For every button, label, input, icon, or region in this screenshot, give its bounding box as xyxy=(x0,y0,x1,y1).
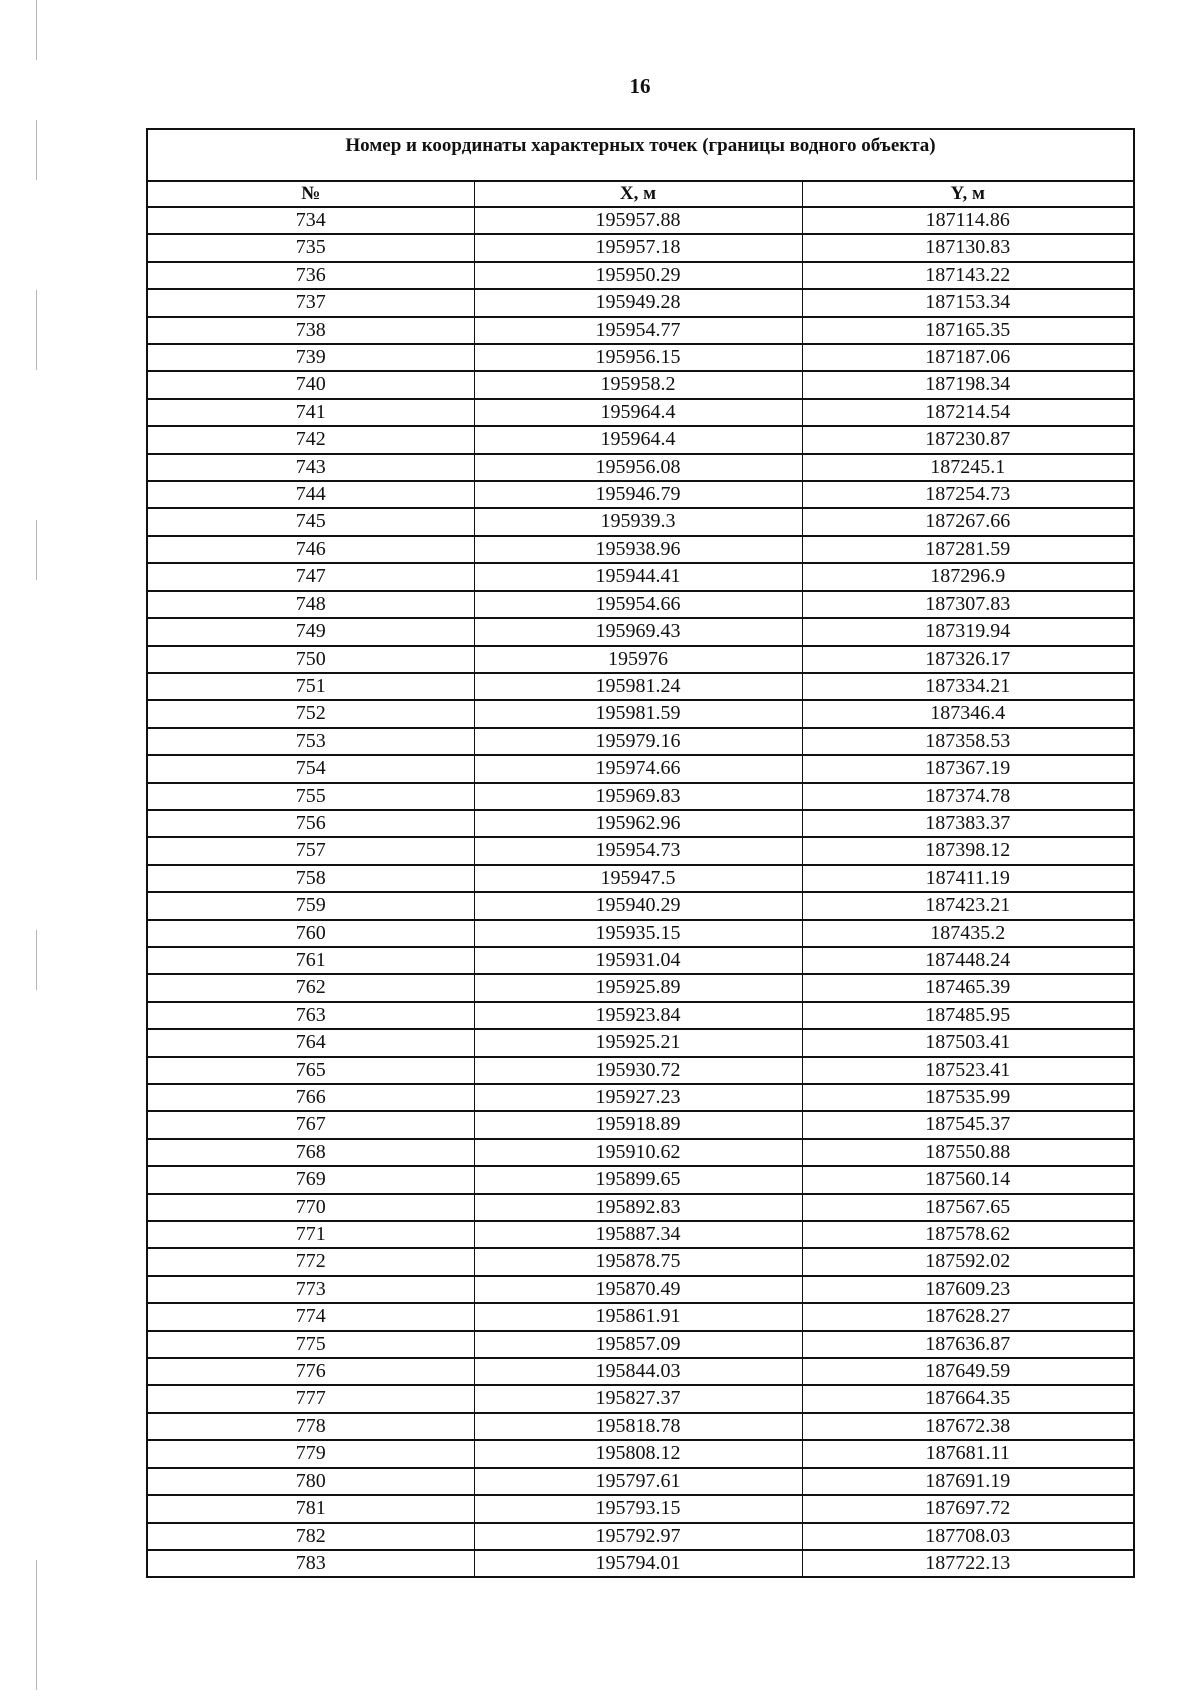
x-coordinate-cell: 195925.21 xyxy=(474,1029,802,1056)
coordinates-table xyxy=(146,128,1135,1578)
table-row xyxy=(147,481,1134,508)
x-coordinate-cell: 195981.24 xyxy=(474,673,802,700)
point-number-cell: 736 xyxy=(147,262,474,289)
point-number-cell: 774 xyxy=(147,1303,474,1330)
y-coordinate-cell: 187114.86 xyxy=(802,207,1134,234)
point-number-cell: 772 xyxy=(147,1248,474,1275)
x-coordinate-cell: 195946.79 xyxy=(474,481,802,508)
y-coordinate-cell: 187267.66 xyxy=(802,508,1134,535)
table-row xyxy=(147,865,1134,892)
scan-margin-mark xyxy=(36,120,37,180)
y-coordinate-cell: 187153.34 xyxy=(802,289,1134,316)
x-coordinate-cell: 195797.61 xyxy=(474,1468,802,1495)
table-row xyxy=(147,673,1134,700)
x-coordinate-cell: 195923.84 xyxy=(474,1002,802,1029)
point-number-cell: 777 xyxy=(147,1385,474,1412)
table-row xyxy=(147,426,1134,453)
x-coordinate-cell: 195956.15 xyxy=(474,344,802,371)
y-coordinate-cell: 187664.35 xyxy=(802,1385,1134,1412)
x-coordinate-cell: 195976 xyxy=(474,646,802,673)
x-coordinate-cell: 195910.62 xyxy=(474,1139,802,1166)
table-row xyxy=(147,1385,1134,1412)
page-number: 16 xyxy=(629,74,651,98)
y-coordinate-cell: 187722.13 xyxy=(802,1550,1134,1577)
x-coordinate-cell: 195925.89 xyxy=(474,974,802,1001)
x-coordinate-cell: 195964.4 xyxy=(474,399,802,426)
point-number-cell: 775 xyxy=(147,1331,474,1358)
x-coordinate-cell: 195892.83 xyxy=(474,1194,802,1221)
point-number-cell: 762 xyxy=(147,974,474,1001)
x-coordinate-cell: 195949.28 xyxy=(474,289,802,316)
x-coordinate-cell: 195827.37 xyxy=(474,1385,802,1412)
point-number-cell: 749 xyxy=(147,618,474,645)
point-number-cell: 771 xyxy=(147,1221,474,1248)
table-row xyxy=(147,700,1134,727)
y-coordinate-cell: 187423.21 xyxy=(802,892,1134,919)
x-coordinate-cell: 195861.91 xyxy=(474,1303,802,1330)
y-coordinate-cell: 187281.59 xyxy=(802,536,1134,563)
point-number-cell: 742 xyxy=(147,426,474,453)
point-number-cell: 767 xyxy=(147,1111,474,1138)
scan-margin-mark xyxy=(36,520,37,580)
point-number-cell: 761 xyxy=(147,947,474,974)
point-number-cell: 738 xyxy=(147,317,474,344)
x-coordinate-cell: 195818.78 xyxy=(474,1413,802,1440)
y-coordinate-cell: 187567.65 xyxy=(802,1194,1134,1221)
table-row xyxy=(147,755,1134,782)
table-row xyxy=(147,454,1134,481)
x-coordinate-cell: 195979.16 xyxy=(474,728,802,755)
table-row xyxy=(147,1166,1134,1193)
y-coordinate-cell: 187435.2 xyxy=(802,920,1134,947)
point-number-cell: 748 xyxy=(147,591,474,618)
y-coordinate-cell: 187143.22 xyxy=(802,262,1134,289)
table-row xyxy=(147,591,1134,618)
column-header-number: № xyxy=(147,181,474,207)
x-coordinate-cell: 195930.72 xyxy=(474,1057,802,1084)
table-row xyxy=(147,317,1134,344)
table-row xyxy=(147,892,1134,919)
point-number-cell: 743 xyxy=(147,454,474,481)
table-row xyxy=(147,1002,1134,1029)
y-coordinate-cell: 187411.19 xyxy=(802,865,1134,892)
y-coordinate-cell: 187691.19 xyxy=(802,1468,1134,1495)
scan-margin-mark xyxy=(36,1560,37,1690)
table-row xyxy=(147,1468,1134,1495)
x-coordinate-cell: 195947.5 xyxy=(474,865,802,892)
point-number-cell: 776 xyxy=(147,1358,474,1385)
y-coordinate-cell: 187578.62 xyxy=(802,1221,1134,1248)
y-coordinate-cell: 187560.14 xyxy=(802,1166,1134,1193)
table-row xyxy=(147,1413,1134,1440)
table-row xyxy=(147,618,1134,645)
column-header-row xyxy=(147,181,1134,207)
point-number-cell: 750 xyxy=(147,646,474,673)
x-coordinate-cell: 195950.29 xyxy=(474,262,802,289)
x-coordinate-cell: 195844.03 xyxy=(474,1358,802,1385)
table-row xyxy=(147,1248,1134,1275)
point-number-cell: 741 xyxy=(147,399,474,426)
point-number-cell: 778 xyxy=(147,1413,474,1440)
x-coordinate-cell: 195931.04 xyxy=(474,947,802,974)
point-number-cell: 758 xyxy=(147,865,474,892)
point-number-cell: 755 xyxy=(147,783,474,810)
x-coordinate-cell: 195887.34 xyxy=(474,1221,802,1248)
y-coordinate-cell: 187609.23 xyxy=(802,1276,1134,1303)
point-number-cell: 734 xyxy=(147,207,474,234)
x-coordinate-cell: 195792.97 xyxy=(474,1523,802,1550)
table-row xyxy=(147,563,1134,590)
table-row xyxy=(147,1495,1134,1522)
point-number-cell: 763 xyxy=(147,1002,474,1029)
y-coordinate-cell: 187296.9 xyxy=(802,563,1134,590)
table-row xyxy=(147,371,1134,398)
table-row xyxy=(147,1440,1134,1467)
table-row xyxy=(147,1029,1134,1056)
point-number-cell: 754 xyxy=(147,755,474,782)
y-coordinate-cell: 187254.73 xyxy=(802,481,1134,508)
point-number-cell: 780 xyxy=(147,1468,474,1495)
table-row xyxy=(147,1303,1134,1330)
column-header-y: Y, м xyxy=(802,181,1134,207)
point-number-cell: 745 xyxy=(147,508,474,535)
y-coordinate-cell: 187545.37 xyxy=(802,1111,1134,1138)
y-coordinate-cell: 187165.35 xyxy=(802,317,1134,344)
table-row xyxy=(147,1523,1134,1550)
y-coordinate-cell: 187326.17 xyxy=(802,646,1134,673)
table-row xyxy=(147,947,1134,974)
point-number-cell: 769 xyxy=(147,1166,474,1193)
scan-margin-mark xyxy=(36,0,37,60)
y-coordinate-cell: 187708.03 xyxy=(802,1523,1134,1550)
x-coordinate-cell: 195793.15 xyxy=(474,1495,802,1522)
y-coordinate-cell: 187319.94 xyxy=(802,618,1134,645)
point-number-cell: 744 xyxy=(147,481,474,508)
point-number-cell: 752 xyxy=(147,700,474,727)
y-coordinate-cell: 187187.06 xyxy=(802,344,1134,371)
table-row xyxy=(147,974,1134,1001)
x-coordinate-cell: 195981.59 xyxy=(474,700,802,727)
point-number-cell: 753 xyxy=(147,728,474,755)
x-coordinate-cell: 195954.66 xyxy=(474,591,802,618)
y-coordinate-cell: 187681.11 xyxy=(802,1440,1134,1467)
table-row xyxy=(147,399,1134,426)
point-number-cell: 768 xyxy=(147,1139,474,1166)
y-coordinate-cell: 187535.99 xyxy=(802,1084,1134,1111)
table-body xyxy=(147,207,1134,1577)
y-coordinate-cell: 187245.1 xyxy=(802,454,1134,481)
point-number-cell: 756 xyxy=(147,810,474,837)
x-coordinate-cell: 195878.75 xyxy=(474,1248,802,1275)
x-coordinate-cell: 195964.4 xyxy=(474,426,802,453)
table-row xyxy=(147,262,1134,289)
point-number-cell: 737 xyxy=(147,289,474,316)
x-coordinate-cell: 195958.2 xyxy=(474,371,802,398)
x-coordinate-cell: 195954.73 xyxy=(474,837,802,864)
x-coordinate-cell: 195969.83 xyxy=(474,783,802,810)
x-coordinate-cell: 195940.29 xyxy=(474,892,802,919)
y-coordinate-cell: 187130.83 xyxy=(802,234,1134,261)
y-coordinate-cell: 187697.72 xyxy=(802,1495,1134,1522)
x-coordinate-cell: 195794.01 xyxy=(474,1550,802,1577)
y-coordinate-cell: 187649.59 xyxy=(802,1358,1134,1385)
table-row xyxy=(147,1358,1134,1385)
point-number-cell: 779 xyxy=(147,1440,474,1467)
point-number-cell: 746 xyxy=(147,536,474,563)
y-coordinate-cell: 187383.37 xyxy=(802,810,1134,837)
x-coordinate-cell: 195944.41 xyxy=(474,563,802,590)
point-number-cell: 751 xyxy=(147,673,474,700)
table-row xyxy=(147,1139,1134,1166)
y-coordinate-cell: 187367.19 xyxy=(802,755,1134,782)
point-number-cell: 765 xyxy=(147,1057,474,1084)
y-coordinate-cell: 187398.12 xyxy=(802,837,1134,864)
x-coordinate-cell: 195870.49 xyxy=(474,1276,802,1303)
y-coordinate-cell: 187672.38 xyxy=(802,1413,1134,1440)
x-coordinate-cell: 195927.23 xyxy=(474,1084,802,1111)
x-coordinate-cell: 195974.66 xyxy=(474,755,802,782)
x-coordinate-cell: 195956.08 xyxy=(474,454,802,481)
table-row xyxy=(147,920,1134,947)
y-coordinate-cell: 187550.88 xyxy=(802,1139,1134,1166)
x-coordinate-cell: 195957.88 xyxy=(474,207,802,234)
point-number-cell: 781 xyxy=(147,1495,474,1522)
table-row xyxy=(147,837,1134,864)
point-number-cell: 739 xyxy=(147,344,474,371)
y-coordinate-cell: 187334.21 xyxy=(802,673,1134,700)
table-row xyxy=(147,1276,1134,1303)
x-coordinate-cell: 195935.15 xyxy=(474,920,802,947)
point-number-cell: 760 xyxy=(147,920,474,947)
table-row xyxy=(147,344,1134,371)
table-row xyxy=(147,783,1134,810)
column-header-x: X, м xyxy=(474,181,802,207)
y-coordinate-cell: 187485.95 xyxy=(802,1002,1134,1029)
point-number-cell: 773 xyxy=(147,1276,474,1303)
scan-margin-mark xyxy=(36,930,37,990)
point-number-cell: 735 xyxy=(147,234,474,261)
table-row xyxy=(147,728,1134,755)
x-coordinate-cell: 195969.43 xyxy=(474,618,802,645)
y-coordinate-cell: 187230.87 xyxy=(802,426,1134,453)
table-row xyxy=(147,1221,1134,1248)
table-caption: Номер и координаты характерных точек (границы водного объекта) xyxy=(147,129,1134,181)
point-number-cell: 764 xyxy=(147,1029,474,1056)
x-coordinate-cell: 195857.09 xyxy=(474,1331,802,1358)
table-row xyxy=(147,1084,1134,1111)
x-coordinate-cell: 195939.3 xyxy=(474,508,802,535)
point-number-cell: 770 xyxy=(147,1194,474,1221)
point-number-cell: 766 xyxy=(147,1084,474,1111)
x-coordinate-cell: 195808.12 xyxy=(474,1440,802,1467)
point-number-cell: 740 xyxy=(147,371,474,398)
scan-margin-mark xyxy=(36,290,37,370)
table-row xyxy=(147,1550,1134,1577)
point-number-cell: 783 xyxy=(147,1550,474,1577)
x-coordinate-cell: 195957.18 xyxy=(474,234,802,261)
x-coordinate-cell: 195899.65 xyxy=(474,1166,802,1193)
y-coordinate-cell: 187358.53 xyxy=(802,728,1134,755)
table-row xyxy=(147,810,1134,837)
table-row xyxy=(147,289,1134,316)
y-coordinate-cell: 187448.24 xyxy=(802,947,1134,974)
y-coordinate-cell: 187465.39 xyxy=(802,974,1134,1001)
table-row xyxy=(147,508,1134,535)
y-coordinate-cell: 187214.54 xyxy=(802,399,1134,426)
point-number-cell: 782 xyxy=(147,1523,474,1550)
table-row xyxy=(147,536,1134,563)
table-row xyxy=(147,1057,1134,1084)
y-coordinate-cell: 187636.87 xyxy=(802,1331,1134,1358)
x-coordinate-cell: 195954.77 xyxy=(474,317,802,344)
table-row xyxy=(147,1331,1134,1358)
y-coordinate-cell: 187628.27 xyxy=(802,1303,1134,1330)
x-coordinate-cell: 195938.96 xyxy=(474,536,802,563)
x-coordinate-cell: 195962.96 xyxy=(474,810,802,837)
y-coordinate-cell: 187503.41 xyxy=(802,1029,1134,1056)
table-row xyxy=(147,1111,1134,1138)
y-coordinate-cell: 187592.02 xyxy=(802,1248,1134,1275)
point-number-cell: 747 xyxy=(147,563,474,590)
table-row xyxy=(147,1194,1134,1221)
y-coordinate-cell: 187307.83 xyxy=(802,591,1134,618)
y-coordinate-cell: 187523.41 xyxy=(802,1057,1134,1084)
y-coordinate-cell: 187198.34 xyxy=(802,371,1134,398)
point-number-cell: 759 xyxy=(147,892,474,919)
y-coordinate-cell: 187374.78 xyxy=(802,783,1134,810)
y-coordinate-cell: 187346.4 xyxy=(802,700,1134,727)
table-row xyxy=(147,207,1134,234)
table-row xyxy=(147,646,1134,673)
x-coordinate-cell: 195918.89 xyxy=(474,1111,802,1138)
point-number-cell: 757 xyxy=(147,837,474,864)
table-row xyxy=(147,234,1134,261)
